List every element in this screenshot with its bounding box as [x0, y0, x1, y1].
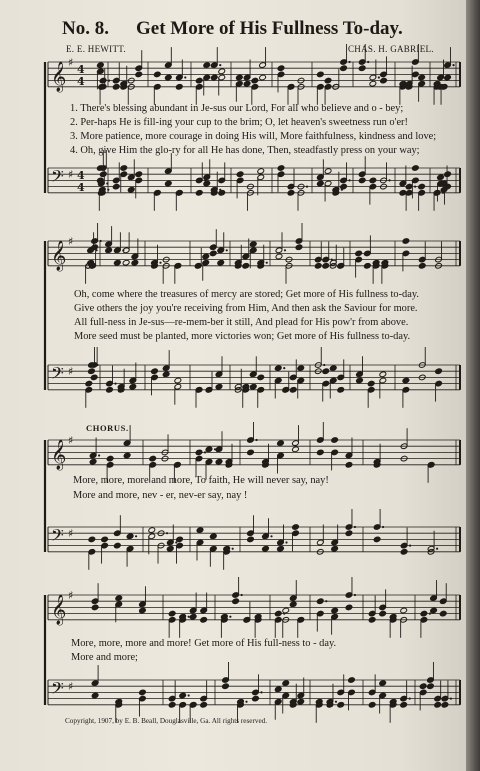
book-spine [466, 0, 480, 771]
dot [348, 61, 350, 63]
notehead [203, 62, 211, 69]
notehead [292, 524, 300, 531]
notehead [418, 183, 426, 190]
dot [378, 76, 380, 78]
notehead [165, 74, 173, 81]
bass-clef-icon: 𝄢 [51, 166, 64, 190]
dot [436, 548, 438, 550]
dot [188, 694, 190, 696]
notehead [112, 84, 120, 91]
key-signature-sharp-icon: ♯ [68, 589, 74, 602]
verse-1-line-2: Oh, come where the treasures of mercy are stored; Get more of His fullness to-day. [74, 289, 419, 300]
notehead [418, 263, 426, 270]
notehead [115, 595, 123, 602]
notehead [262, 545, 270, 552]
treble-clef-icon: 𝄞 [51, 595, 67, 625]
dot [241, 594, 243, 596]
time-signature-top: 4 [77, 169, 85, 182]
key-signature-sharp-icon: ♯ [68, 235, 74, 248]
dot [354, 526, 356, 528]
key-signature-sharp-icon: ♯ [68, 527, 74, 540]
notehead [277, 545, 285, 552]
notehead [434, 702, 442, 709]
notehead [123, 452, 131, 459]
dot [388, 179, 390, 181]
treble-clef-icon: 𝄞 [51, 241, 67, 271]
dot [184, 76, 186, 78]
notehead [364, 263, 372, 270]
dot [226, 249, 228, 251]
notehead [151, 368, 159, 375]
notehead [252, 695, 260, 702]
chorus-label: CHORUS. [86, 423, 129, 433]
notehead [127, 186, 135, 193]
notehead [259, 74, 267, 81]
notehead [405, 183, 413, 190]
dot [114, 383, 116, 385]
notehead [257, 168, 265, 175]
notehead [131, 259, 139, 266]
notehead [282, 680, 290, 687]
notehead [282, 607, 290, 614]
notehead [348, 677, 356, 684]
dot [266, 262, 268, 264]
notehead [154, 71, 162, 78]
chorus-line-1-soprano: More, more, more and more, To faith, He will never say, nay! [73, 475, 329, 486]
dot [108, 80, 110, 82]
chorus-line-2-soprano: More, more, more and more! Get more of His full-ness to - day. [71, 638, 337, 649]
notehead [210, 74, 218, 81]
verse-3-line-1: 3. More patience, more courage in doing His will, More faithfulness, kindness and love; [70, 131, 437, 142]
verse-3-line-2: All full-ness in Je-sus—re-mem-ber it still, And plead for His pow'r from above. [74, 317, 409, 328]
notehead [437, 174, 445, 181]
notehead [297, 365, 305, 372]
notehead [400, 607, 408, 614]
chorus-line-1-bass: More and more, nev - er, nev-er say, nay ! [73, 490, 248, 501]
key-signature-sharp-icon: ♯ [68, 56, 74, 69]
notehead [90, 374, 98, 381]
time-signature-top: 4 [77, 63, 85, 76]
notehead [114, 542, 122, 549]
notehead [345, 604, 353, 611]
treble-clef-icon: 𝄞 [51, 62, 67, 92]
notehead [369, 80, 377, 87]
notehead [176, 536, 184, 543]
notehead [209, 250, 217, 257]
notehead [402, 238, 410, 245]
treble-clef-icon: 𝄞 [51, 440, 67, 470]
notehead [174, 377, 182, 384]
verse-2-line-2: Give others the joy you're receiving from Him, And then ask the Saviour for more. [74, 303, 418, 314]
notehead [222, 683, 230, 690]
copyright-notice: Copyright, 1907, by E. B. Beall, Douglasville, Ga. All rights reserved. [65, 717, 268, 725]
notehead [324, 77, 332, 84]
notehead [444, 74, 452, 81]
notehead [277, 440, 285, 447]
notehead [419, 683, 427, 690]
notehead [358, 177, 366, 184]
notehead [89, 458, 97, 465]
notehead [322, 368, 330, 375]
notehead [331, 607, 339, 614]
dot [232, 548, 234, 550]
notehead [345, 462, 353, 469]
dot [335, 701, 337, 703]
notehead [139, 689, 147, 696]
notehead [337, 387, 345, 394]
dot [367, 61, 369, 63]
notehead [277, 165, 285, 172]
dot [270, 535, 272, 537]
key-signature-sharp-icon: ♯ [68, 434, 74, 447]
notehead [168, 702, 176, 709]
dot [204, 451, 206, 453]
notehead [287, 190, 295, 197]
dot [452, 64, 454, 66]
notehead [379, 680, 387, 687]
notehead [380, 77, 388, 84]
verse-4-line-2: More seed must be planted, more victories won; Get more of His fullness to-day. [74, 331, 411, 342]
notehead [236, 74, 244, 81]
notehead [189, 613, 197, 620]
dot [354, 594, 356, 596]
notehead [218, 68, 226, 75]
notehead [203, 180, 211, 187]
notehead [202, 253, 210, 260]
dot [188, 616, 190, 618]
notehead [439, 610, 447, 617]
key-signature-sharp-icon: ♯ [68, 680, 74, 693]
notehead [85, 380, 93, 387]
notehead [317, 71, 325, 78]
notehead [179, 692, 187, 699]
verse-4-line-1: 4. Oh, give Him the glo-ry for all He has done, Then, steadfastly press on your way; [70, 145, 420, 156]
dot [255, 439, 257, 441]
dot [107, 189, 109, 191]
notehead [373, 536, 381, 543]
notehead [135, 171, 143, 178]
notehead [340, 183, 348, 190]
notehead [168, 610, 176, 617]
notehead [331, 545, 339, 552]
dot [409, 698, 411, 700]
time-signature-bottom: 4 [77, 75, 85, 88]
dot [285, 541, 287, 543]
notehead [215, 383, 223, 390]
notehead [441, 702, 449, 709]
notehead [379, 371, 387, 378]
notehead [100, 171, 108, 178]
notehead [289, 387, 297, 394]
notehead [114, 259, 122, 266]
notehead [292, 446, 300, 453]
notehead [236, 171, 244, 178]
notehead [289, 601, 297, 608]
notehead [122, 259, 130, 266]
notehead [418, 74, 426, 81]
notehead [88, 368, 96, 375]
notehead [247, 536, 255, 543]
notehead [112, 183, 120, 190]
notehead [412, 71, 420, 78]
notehead [195, 190, 203, 197]
notehead [317, 449, 325, 456]
notehead [356, 377, 364, 384]
notehead [106, 387, 114, 394]
notehead [129, 383, 137, 390]
notehead [218, 190, 226, 197]
notehead [295, 244, 303, 251]
dot [159, 262, 161, 264]
key-signature-sharp-icon: ♯ [68, 168, 74, 181]
composer-credit: CHAS. H. GABRIEL. [348, 44, 434, 54]
dot [245, 701, 247, 703]
notehead [435, 368, 443, 375]
notehead [88, 536, 96, 543]
dot [229, 616, 231, 618]
notehead [166, 545, 174, 552]
notehead [340, 65, 348, 72]
dot [382, 526, 384, 528]
notehead [91, 604, 99, 611]
bass-clef-icon: 𝄢 [51, 678, 64, 702]
notehead [257, 374, 265, 381]
notehead [427, 683, 435, 690]
dot [325, 600, 327, 602]
notehead [358, 65, 366, 72]
notehead [400, 702, 408, 709]
notehead [195, 77, 203, 84]
dot [135, 535, 137, 537]
notehead [139, 607, 147, 614]
notehead [251, 77, 259, 84]
dot [166, 532, 168, 534]
notehead [430, 607, 438, 614]
chorus-line-2-bass: More and more; [71, 652, 138, 663]
notehead [120, 165, 128, 172]
dot [106, 182, 108, 184]
dot [283, 367, 285, 369]
notehead [105, 247, 113, 254]
notehead [412, 165, 420, 172]
notehead [297, 698, 305, 705]
notehead [322, 263, 330, 270]
notehead [355, 250, 363, 257]
notehead [317, 180, 325, 187]
notehead [275, 253, 283, 260]
hymn-title: Get More of His Fullness To-day. [136, 18, 403, 39]
notehead [379, 610, 387, 617]
dot [348, 179, 350, 181]
notehead [196, 527, 204, 534]
notehead [165, 180, 173, 187]
verse-1-line-1: 1. There's blessing abundant in Je-sus our Lord, For all who believe and o - bey; [70, 103, 404, 114]
notehead [331, 437, 339, 444]
notehead [247, 449, 255, 456]
notehead [249, 383, 257, 390]
notehead [232, 598, 240, 605]
notehead [242, 263, 250, 270]
notehead [200, 702, 208, 709]
notehead [369, 177, 377, 184]
notehead [400, 549, 408, 556]
notehead [243, 80, 251, 87]
notehead [324, 168, 332, 175]
notehead [148, 527, 156, 534]
notehead [135, 71, 143, 78]
notehead [274, 686, 282, 693]
notehead [99, 77, 107, 84]
dot [98, 454, 100, 456]
bass-clef-icon: 𝄢 [51, 363, 64, 387]
notehead [345, 530, 353, 537]
key-signature-sharp-icon: ♯ [68, 365, 74, 378]
dot [323, 364, 325, 366]
notehead [101, 536, 109, 543]
notehead [195, 449, 203, 456]
notehead [368, 617, 376, 624]
notehead [444, 171, 452, 178]
dot [306, 186, 308, 188]
dot [219, 64, 221, 66]
notehead [274, 610, 282, 617]
notehead [317, 598, 325, 605]
dot [260, 691, 262, 693]
notehead [402, 377, 410, 384]
notehead [420, 610, 428, 617]
hymn-number: No. 8. [62, 18, 109, 39]
notehead [274, 365, 282, 372]
notehead [200, 617, 208, 624]
notehead [205, 446, 213, 453]
notehead [91, 692, 99, 699]
dot [414, 186, 416, 188]
dot [100, 240, 102, 242]
notehead [314, 263, 322, 270]
notehead [210, 533, 218, 540]
dot [450, 698, 452, 700]
notehead [97, 62, 105, 69]
notehead [367, 380, 375, 387]
notehead [277, 65, 285, 72]
time-signature-bottom: 4 [77, 181, 85, 194]
notehead [149, 455, 157, 462]
dot [429, 613, 431, 615]
notehead [329, 365, 337, 372]
notehead [249, 241, 257, 248]
notehead [217, 259, 225, 266]
dot [409, 545, 411, 547]
bass-clef-icon: 𝄢 [51, 525, 64, 549]
dot [284, 249, 286, 251]
lyricist-credit: E. E. HEWITT. [66, 44, 126, 54]
notehead [337, 702, 345, 709]
notehead [162, 371, 170, 378]
notehead [126, 533, 134, 540]
notehead [176, 84, 184, 91]
notehead [368, 702, 376, 709]
verse-2-line-1: 2. Per-haps He is fill-ing your cup to the brim; O, let heaven's sweetness run o'er! [70, 117, 408, 128]
notehead [215, 458, 223, 465]
notehead [106, 455, 114, 462]
